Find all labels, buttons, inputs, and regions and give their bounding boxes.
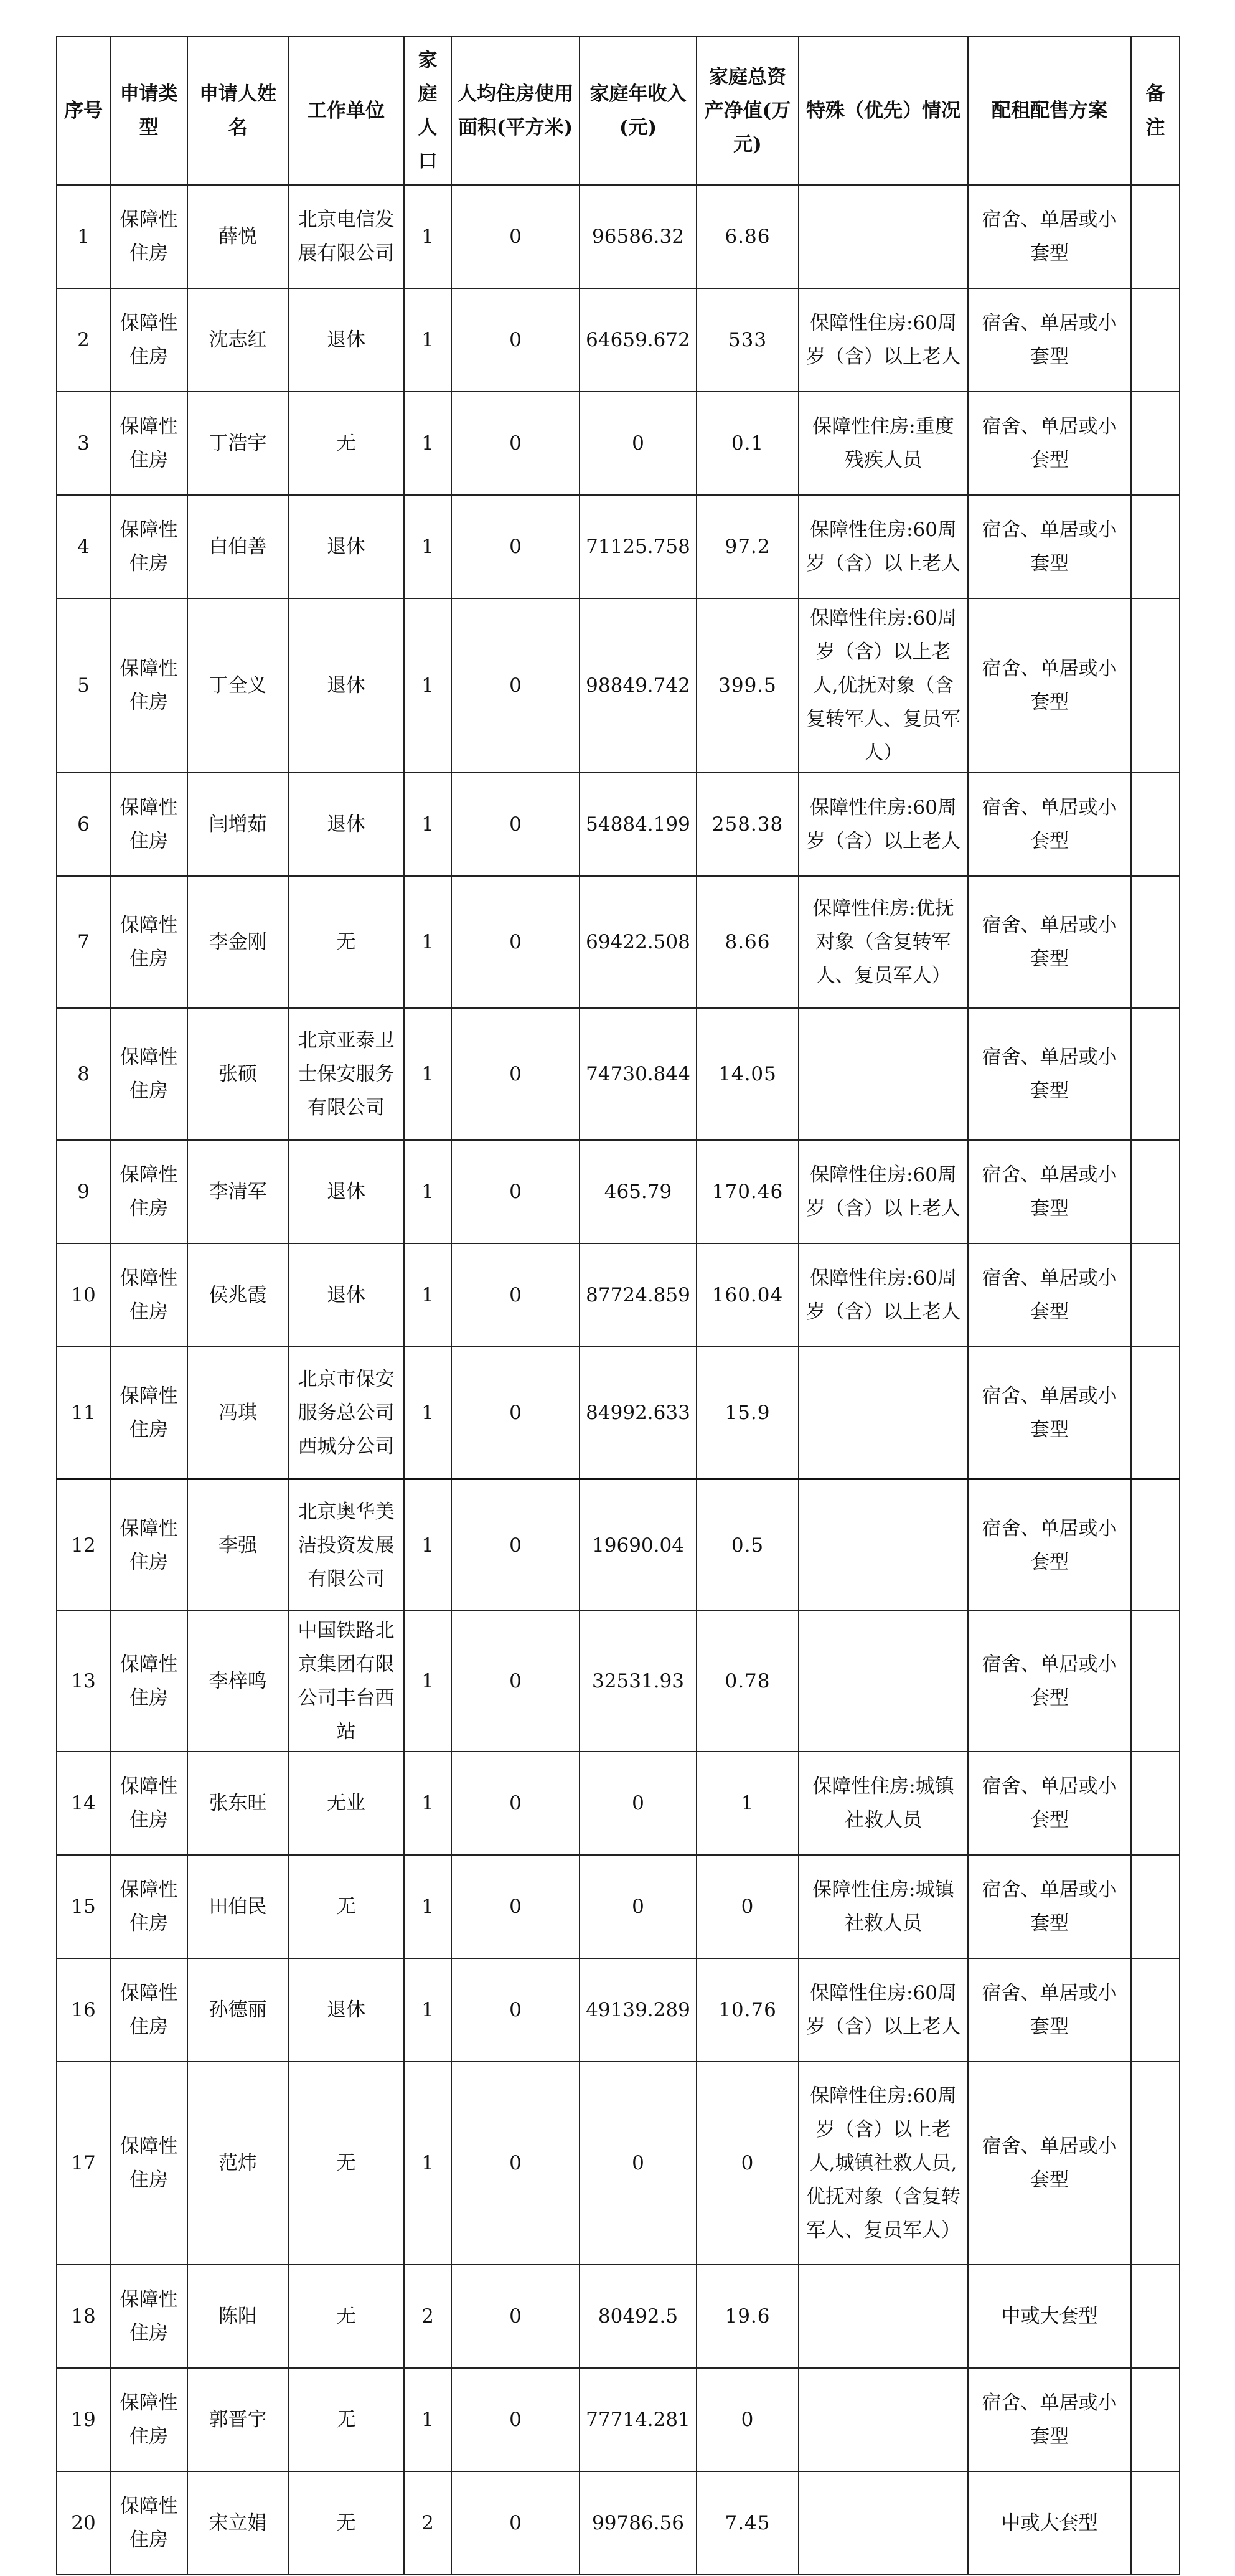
cell-asset: 7.45	[697, 2471, 799, 2575]
cell-name: 沈志红	[187, 288, 288, 392]
cell-type: 保障性住房	[110, 495, 187, 598]
cell-unit: 退休	[288, 598, 404, 773]
cell-note	[1131, 876, 1180, 1008]
cell-members: 1	[404, 876, 451, 1008]
cell-special: 保障性住房:城镇社救人员	[799, 1752, 968, 1855]
cell-asset: 0.1	[697, 392, 799, 495]
cell-no: 8	[57, 1008, 110, 1140]
cell-name: 田伯民	[187, 1855, 288, 1958]
cell-plan: 宿舍、单居或小套型	[968, 1347, 1131, 1479]
cell-note	[1131, 1140, 1180, 1243]
cell-members: 1	[404, 288, 451, 392]
cell-asset: 0	[697, 2062, 799, 2265]
cell-unit: 无	[288, 876, 404, 1008]
cell-special: 保障性住房:60周岁（含）以上老人	[799, 288, 968, 392]
cell-name: 冯琪	[187, 1347, 288, 1479]
cell-income: 99786.56	[580, 2471, 697, 2575]
cell-plan: 宿舍、单居或小套型	[968, 1008, 1131, 1140]
cell-asset: 258.38	[697, 773, 799, 876]
cell-special	[799, 185, 968, 288]
cell-members: 2	[404, 2265, 451, 2368]
cell-special	[799, 1347, 968, 1479]
cell-name: 侯兆霞	[187, 1243, 288, 1347]
cell-income: 0	[580, 1855, 697, 1958]
table-row	[57, 598, 1180, 773]
cell-unit: 无	[288, 2368, 404, 2471]
cell-area: 0	[451, 2265, 580, 2368]
cell-plan: 宿舍、单居或小套型	[968, 1611, 1131, 1752]
cell-income: 0	[580, 2062, 697, 2265]
cell-type: 保障性住房	[110, 185, 187, 288]
cell-income: 69422.508	[580, 876, 697, 1008]
cell-no: 10	[57, 1243, 110, 1347]
cell-asset: 14.05	[697, 1008, 799, 1140]
cell-asset: 15.9	[697, 1347, 799, 1479]
cell-plan: 宿舍、单居或小套型	[968, 1140, 1131, 1243]
table-row	[57, 1479, 1180, 1611]
cell-plan: 宿舍、单居或小套型	[968, 392, 1131, 495]
cell-name: 丁浩宇	[187, 392, 288, 495]
cell-no: 17	[57, 2062, 110, 2265]
cell-income: 87724.859	[580, 1243, 697, 1347]
cell-area: 0	[451, 1008, 580, 1140]
header-special: 特殊（优先）情况	[799, 37, 968, 185]
cell-plan: 宿舍、单居或小套型	[968, 598, 1131, 773]
cell-plan: 宿舍、单居或小套型	[968, 288, 1131, 392]
cell-special: 保障性住房:60周岁（含）以上老人,优抚对象（含复转军人、复员军人）	[799, 598, 968, 773]
header-name: 申请人姓名	[187, 37, 288, 185]
cell-plan: 宿舍、单居或小套型	[968, 1479, 1131, 1611]
cell-no: 5	[57, 598, 110, 773]
header-row	[57, 37, 1180, 185]
cell-asset: 160.04	[697, 1243, 799, 1347]
cell-note	[1131, 185, 1180, 288]
cell-plan: 宿舍、单居或小套型	[968, 773, 1131, 876]
cell-type: 保障性住房	[110, 1855, 187, 1958]
cell-asset: 6.86	[697, 185, 799, 288]
cell-members: 1	[404, 392, 451, 495]
cell-name: 李金刚	[187, 876, 288, 1008]
cell-note	[1131, 2471, 1180, 2575]
cell-plan: 宿舍、单居或小套型	[968, 2368, 1131, 2471]
cell-income: 80492.5	[580, 2265, 697, 2368]
cell-plan: 中或大套型	[968, 2265, 1131, 2368]
cell-special: 保障性住房:60周岁（含）以上老人,城镇社救人员,优抚对象（含复转军人、复员军人）	[799, 2062, 968, 2265]
cell-note	[1131, 1958, 1180, 2062]
cell-no: 15	[57, 1855, 110, 1958]
cell-unit: 退休	[288, 1243, 404, 1347]
cell-unit: 退休	[288, 773, 404, 876]
cell-members: 1	[404, 773, 451, 876]
cell-plan: 宿舍、单居或小套型	[968, 1243, 1131, 1347]
cell-income: 71125.758	[580, 495, 697, 598]
cell-no: 11	[57, 1347, 110, 1479]
cell-unit: 无	[288, 2265, 404, 2368]
cell-members: 1	[404, 1958, 451, 2062]
cell-plan: 宿舍、单居或小套型	[968, 2062, 1131, 2265]
cell-income: 84992.633	[580, 1347, 697, 1479]
cell-name: 孙德丽	[187, 1958, 288, 2062]
cell-asset: 0	[697, 2368, 799, 2471]
table-row	[57, 1855, 1180, 1958]
cell-unit: 无业	[288, 1752, 404, 1855]
cell-type: 保障性住房	[110, 1479, 187, 1611]
cell-area: 0	[451, 1958, 580, 2062]
cell-asset: 10.76	[697, 1958, 799, 2062]
cell-income: 64659.672	[580, 288, 697, 392]
cell-asset: 0.78	[697, 1611, 799, 1752]
table-row	[57, 2368, 1180, 2471]
cell-no: 20	[57, 2471, 110, 2575]
cell-members: 1	[404, 1855, 451, 1958]
cell-income: 96586.32	[580, 185, 697, 288]
document-page	[56, 36, 1179, 2575]
cell-asset: 19.6	[697, 2265, 799, 2368]
table-row	[57, 1611, 1180, 1752]
cell-type: 保障性住房	[110, 2471, 187, 2575]
cell-note	[1131, 392, 1180, 495]
cell-unit: 北京亚泰卫士保安服务有限公司	[288, 1008, 404, 1140]
header-members: 家庭人口	[404, 37, 451, 185]
cell-members: 2	[404, 2471, 451, 2575]
cell-special: 保障性住房:60周岁（含）以上老人	[799, 1958, 968, 2062]
cell-special: 保障性住房:60周岁（含）以上老人	[799, 1243, 968, 1347]
cell-area: 0	[451, 876, 580, 1008]
cell-special: 保障性住房:优抚对象（含复转军人、复员军人）	[799, 876, 968, 1008]
applicant-table	[56, 36, 1180, 2575]
cell-income: 0	[580, 1752, 697, 1855]
cell-income: 32531.93	[580, 1611, 697, 1752]
cell-members: 1	[404, 185, 451, 288]
cell-area: 0	[451, 1752, 580, 1855]
cell-income: 0	[580, 392, 697, 495]
cell-area: 0	[451, 1347, 580, 1479]
cell-name: 郭晋宇	[187, 2368, 288, 2471]
cell-no: 14	[57, 1752, 110, 1855]
table-row	[57, 185, 1180, 288]
header-income: 家庭年收入(元)	[580, 37, 697, 185]
cell-name: 白伯善	[187, 495, 288, 598]
cell-unit: 退休	[288, 1140, 404, 1243]
cell-note	[1131, 1752, 1180, 1855]
cell-asset: 399.5	[697, 598, 799, 773]
cell-note	[1131, 2062, 1180, 2265]
cell-name: 李清军	[187, 1140, 288, 1243]
cell-note	[1131, 1347, 1180, 1479]
cell-members: 1	[404, 598, 451, 773]
cell-area: 0	[451, 2471, 580, 2575]
cell-no: 19	[57, 2368, 110, 2471]
cell-type: 保障性住房	[110, 2368, 187, 2471]
cell-no: 2	[57, 288, 110, 392]
cell-members: 1	[404, 495, 451, 598]
cell-note	[1131, 2368, 1180, 2471]
cell-members: 1	[404, 1479, 451, 1611]
header-unit: 工作单位	[288, 37, 404, 185]
cell-area: 0	[451, 1611, 580, 1752]
cell-plan: 宿舍、单居或小套型	[968, 185, 1131, 288]
cell-unit: 北京市保安服务总公司西城分公司	[288, 1347, 404, 1479]
cell-type: 保障性住房	[110, 2265, 187, 2368]
cell-note	[1131, 495, 1180, 598]
cell-type: 保障性住房	[110, 1752, 187, 1855]
cell-members: 1	[404, 1140, 451, 1243]
cell-no: 9	[57, 1140, 110, 1243]
cell-type: 保障性住房	[110, 392, 187, 495]
cell-special: 保障性住房:重度残疾人员	[799, 392, 968, 495]
cell-note	[1131, 1243, 1180, 1347]
cell-note	[1131, 288, 1180, 392]
cell-area: 0	[451, 1479, 580, 1611]
cell-type: 保障性住房	[110, 1008, 187, 1140]
cell-unit: 退休	[288, 495, 404, 598]
table-row	[57, 2062, 1180, 2265]
cell-note	[1131, 1611, 1180, 1752]
cell-special: 保障性住房:60周岁（含）以上老人	[799, 495, 968, 598]
cell-name: 陈阳	[187, 2265, 288, 2368]
cell-unit: 北京奥华美洁投资发展有限公司	[288, 1479, 404, 1611]
cell-income: 74730.844	[580, 1008, 697, 1140]
table-row	[57, 1347, 1180, 1479]
cell-name: 李梓鸣	[187, 1611, 288, 1752]
cell-plan: 宿舍、单居或小套型	[968, 1752, 1131, 1855]
cell-asset: 1	[697, 1752, 799, 1855]
cell-note	[1131, 1855, 1180, 1958]
cell-area: 0	[451, 185, 580, 288]
cell-name: 闫增茹	[187, 773, 288, 876]
cell-no: 13	[57, 1611, 110, 1752]
table-row	[57, 288, 1180, 392]
cell-special	[799, 1479, 968, 1611]
header-asset: 家庭总资产净值(万元)	[697, 37, 799, 185]
header-no: 序号	[57, 37, 110, 185]
cell-name: 宋立娟	[187, 2471, 288, 2575]
cell-special: 保障性住房:60周岁（含）以上老人	[799, 773, 968, 876]
table-row	[57, 1140, 1180, 1243]
table-row	[57, 1008, 1180, 1140]
cell-special	[799, 1611, 968, 1752]
cell-asset: 0.5	[697, 1479, 799, 1611]
cell-unit: 退休	[288, 288, 404, 392]
cell-note	[1131, 1008, 1180, 1140]
cell-type: 保障性住房	[110, 1611, 187, 1752]
cell-area: 0	[451, 1855, 580, 1958]
cell-asset: 170.46	[697, 1140, 799, 1243]
cell-members: 1	[404, 1752, 451, 1855]
cell-area: 0	[451, 2062, 580, 2265]
cell-area: 0	[451, 392, 580, 495]
cell-area: 0	[451, 495, 580, 598]
cell-no: 4	[57, 495, 110, 598]
header-type: 申请类型	[110, 37, 187, 185]
cell-members: 1	[404, 1008, 451, 1140]
cell-unit: 无	[288, 1855, 404, 1958]
cell-unit: 中国铁路北京集团有限公司丰台西站	[288, 1611, 404, 1752]
cell-plan: 宿舍、单居或小套型	[968, 1855, 1131, 1958]
table-row	[57, 1958, 1180, 2062]
cell-area: 0	[451, 1243, 580, 1347]
table-row	[57, 1243, 1180, 1347]
cell-income: 19690.04	[580, 1479, 697, 1611]
cell-special	[799, 2368, 968, 2471]
cell-type: 保障性住房	[110, 2062, 187, 2265]
cell-area: 0	[451, 2368, 580, 2471]
cell-special: 保障性住房:城镇社救人员	[799, 1855, 968, 1958]
cell-note	[1131, 598, 1180, 773]
cell-type: 保障性住房	[110, 773, 187, 876]
cell-members: 1	[404, 2062, 451, 2265]
cell-name: 范炜	[187, 2062, 288, 2265]
cell-income: 98849.742	[580, 598, 697, 773]
cell-no: 18	[57, 2265, 110, 2368]
table-row	[57, 2471, 1180, 2575]
cell-unit: 无	[288, 2062, 404, 2265]
cell-note	[1131, 773, 1180, 876]
cell-plan: 宿舍、单居或小套型	[968, 495, 1131, 598]
cell-members: 1	[404, 2368, 451, 2471]
cell-type: 保障性住房	[110, 876, 187, 1008]
cell-no: 1	[57, 185, 110, 288]
cell-note	[1131, 2265, 1180, 2368]
cell-asset: 0	[697, 1855, 799, 1958]
cell-members: 1	[404, 1611, 451, 1752]
header-note: 备注	[1131, 37, 1180, 185]
table-row	[57, 495, 1180, 598]
cell-area: 0	[451, 598, 580, 773]
table-body	[57, 185, 1180, 2575]
table-row	[57, 392, 1180, 495]
cell-name: 薛悦	[187, 185, 288, 288]
cell-income: 49139.289	[580, 1958, 697, 2062]
cell-no: 6	[57, 773, 110, 876]
cell-type: 保障性住房	[110, 1347, 187, 1479]
header-plan: 配租配售方案	[968, 37, 1131, 185]
cell-plan: 宿舍、单居或小套型	[968, 1958, 1131, 2062]
cell-income: 77714.281	[580, 2368, 697, 2471]
cell-income: 54884.199	[580, 773, 697, 876]
cell-special	[799, 1008, 968, 1140]
cell-unit: 无	[288, 392, 404, 495]
cell-unit: 北京电信发展有限公司	[288, 185, 404, 288]
cell-asset: 8.66	[697, 876, 799, 1008]
cell-members: 1	[404, 1347, 451, 1479]
cell-unit: 退休	[288, 1958, 404, 2062]
cell-type: 保障性住房	[110, 1140, 187, 1243]
cell-special	[799, 2471, 968, 2575]
table-row	[57, 876, 1180, 1008]
cell-members: 1	[404, 1243, 451, 1347]
table-row	[57, 773, 1180, 876]
cell-special: 保障性住房:60周岁（含）以上老人	[799, 1140, 968, 1243]
cell-type: 保障性住房	[110, 598, 187, 773]
cell-type: 保障性住房	[110, 1243, 187, 1347]
cell-no: 7	[57, 876, 110, 1008]
cell-no: 12	[57, 1479, 110, 1611]
cell-no: 16	[57, 1958, 110, 2062]
table-row	[57, 1752, 1180, 1855]
table-row	[57, 2265, 1180, 2368]
header-area: 人均住房使用面积(平方米)	[451, 37, 580, 185]
cell-name: 张硕	[187, 1008, 288, 1140]
cell-note	[1131, 1479, 1180, 1611]
cell-plan: 中或大套型	[968, 2471, 1131, 2575]
cell-asset: 97.2	[697, 495, 799, 598]
cell-income: 465.79	[580, 1140, 697, 1243]
cell-special	[799, 2265, 968, 2368]
cell-asset: 533	[697, 288, 799, 392]
cell-no: 3	[57, 392, 110, 495]
cell-name: 李强	[187, 1479, 288, 1611]
cell-plan: 宿舍、单居或小套型	[968, 876, 1131, 1008]
cell-type: 保障性住房	[110, 1958, 187, 2062]
cell-type: 保障性住房	[110, 288, 187, 392]
cell-area: 0	[451, 773, 580, 876]
cell-area: 0	[451, 1140, 580, 1243]
cell-area: 0	[451, 288, 580, 392]
cell-name: 张东旺	[187, 1752, 288, 1855]
cell-name: 丁全义	[187, 598, 288, 773]
cell-unit: 无	[288, 2471, 404, 2575]
